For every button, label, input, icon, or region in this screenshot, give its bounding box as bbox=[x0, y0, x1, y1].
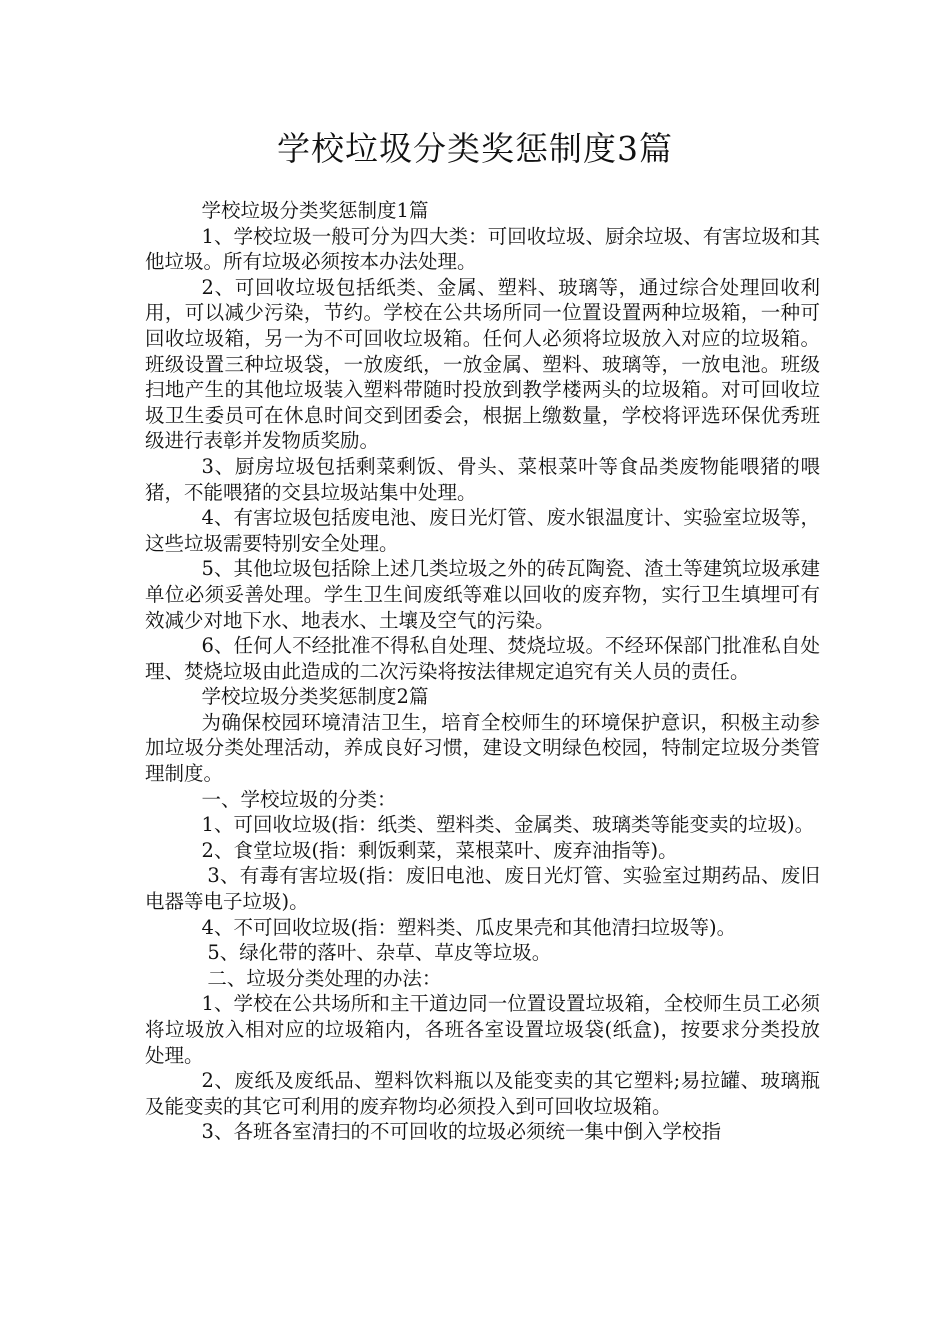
paragraph: 1、学校垃圾一般可分为四大类：可回收垃圾、厨余垃圾、有害垃圾和其他垃圾。所有垃圾必须按本办法处理。 bbox=[145, 224, 820, 274]
list-item: 4、不可回收垃圾(指：塑料类、瓜皮果壳和其他清扫垃圾等)。 bbox=[201, 915, 737, 939]
paragraph: 6、任何人不经批准不得私自处理、焚烧垃圾。不经环保部门批准私自处理、焚烧垃圾由此造成的二次污染将按法律规定追究有关人员的责任。 bbox=[145, 634, 820, 683]
list-item: 2、食堂垃圾(指：剩饭剩菜，菜根菜叶、废弃油指等)。 bbox=[201, 838, 678, 862]
list-item: 3、各班各室清扫的不可回收的垃圾必须统一集中倒入学校指 bbox=[201, 1120, 721, 1144]
subheading: 二、垃圾分类处理的办法： bbox=[207, 966, 442, 990]
section-heading-2: 学校垃圾分类奖惩制度2篇 bbox=[201, 685, 429, 709]
list-item: 3、有毒有害垃圾(指：废旧电池、废日光灯管、实验室过期药品、废旧电器等电子垃圾)。 bbox=[145, 864, 820, 914]
subheading: 一、学校垃圾的分类： bbox=[201, 787, 397, 811]
list-item: 1、可回收垃圾(指：纸类、塑料类、金属类、玻璃类等能变卖的垃圾)。 bbox=[201, 813, 815, 837]
paragraph: 4、有害垃圾包括废电池、废日光灯管、废水银温度计、实验室垃圾等，这些垃圾需要特别安全处理。 bbox=[145, 506, 820, 555]
list-item: 5、绿化带的落叶、杂草、草皮等垃圾。 bbox=[207, 941, 552, 965]
section-heading-1: 学校垃圾分类奖惩制度1篇 bbox=[201, 199, 429, 222]
document-body bbox=[145, 198, 820, 1145]
paragraph: 5、其他垃圾包括除上述几类垃圾之外的砖瓦陶瓷、渣土等建筑垃圾承建单位必须妥善处理。学生卫生间废纸等难以回收的废弃物，实行卫生填埋可有效减少对地下水、地表水、土壤及空气的污染。 bbox=[145, 557, 820, 632]
list-item: 2、废纸及废纸品、塑料饮料瓶以及能变卖的其它塑料;易拉罐、玻璃瓶及能变卖的其它可利用的废弃物均必须投入到可回收垃圾箱。 bbox=[145, 1069, 820, 1118]
document-title: 学校垃圾分类奖惩制度3篇 bbox=[277, 129, 673, 168]
list-item: 1、学校在公共场所和主干道边同一位置设置垃圾箱，全校师生员工必须将垃圾放入相对应的垃圾箱内，各班各室设置垃圾袋(纸盒)，按要求分类投放处理。 bbox=[145, 992, 820, 1067]
paragraph: 为确保校园环境清洁卫生，培育全校师生的环境保护意识，积极主动参加垃圾分类处理活动，养成良好习惯，建设文明绿色校园，特制定垃圾分类管理制度。 bbox=[145, 710, 820, 786]
paragraph: 2、可回收垃圾包括纸类、金属、塑料、玻璃等，通过综合处理回收利用，可以减少污染，节约。学校在公共场所同一位置设置两种垃圾箱，一种可回收垃圾箱，另一为不可回收垃圾箱。任何人必须将垃圾放入对应的垃圾箱。班级设置三种垃圾袋，一放废纸，一放金属、塑料、玻璃等，一放电池。班级扫地产生的其他垃圾装入塑料带随时投放到教学楼两头的垃圾箱。对可回收垃圾卫生委员可在休息时间交到团委会，根据上缴数量，学校将评选环保优秀班级进行表彰并发物质奖励。 bbox=[145, 275, 820, 453]
paragraph: 3、厨房垃圾包括剩菜剩饭、骨头、菜根菜叶等食品类废物能喂猪的喂猪，不能喂猪的交县垃圾站集中处理。 bbox=[145, 454, 820, 504]
